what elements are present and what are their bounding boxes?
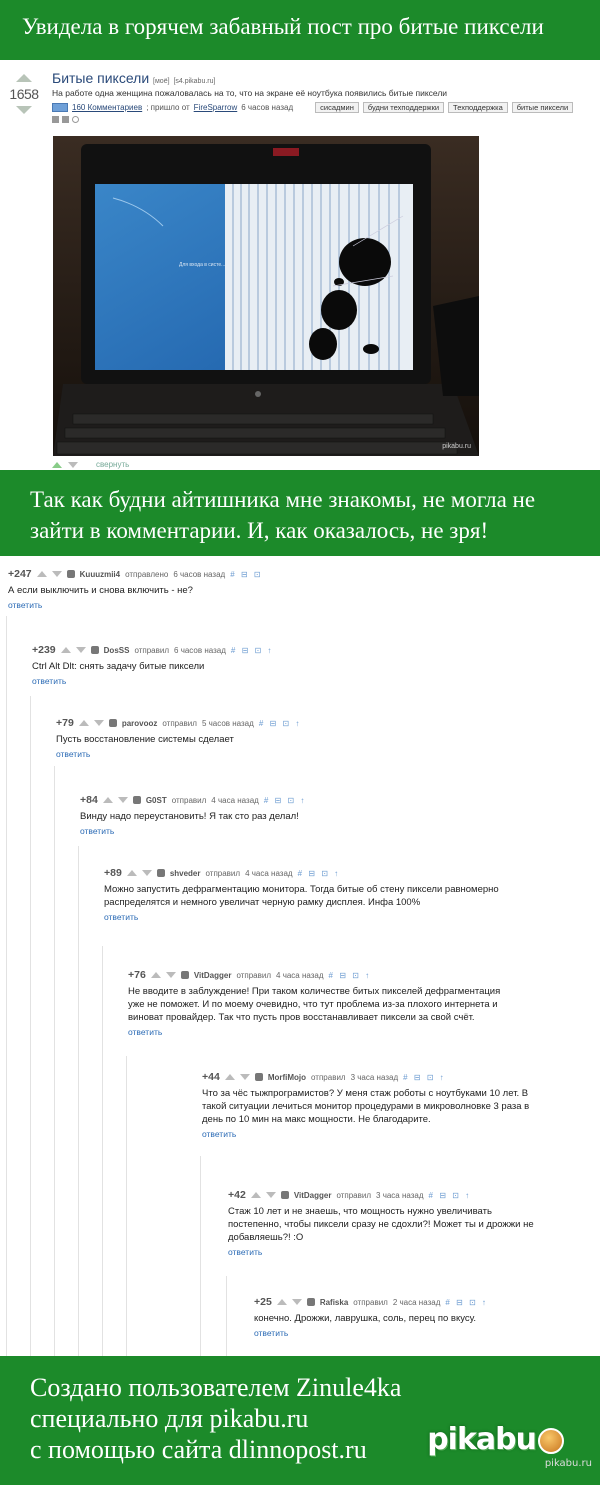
thread-line	[226, 1276, 227, 1356]
small-upvote-icon[interactable]	[52, 462, 62, 468]
comment-reply-link[interactable]: ответить	[8, 600, 43, 610]
comment-item	[202, 1071, 600, 1139]
comment-text: Что за чёс тыжпрограмистов? У меня стаж роботы с ноутбуками 10 лет. В такой ситуации лечиться монитор процедурами в микроволновке 3 раза в день по 10 мин на макс мощности. Не благодарите.	[202, 1088, 530, 1125]
user-avatar	[281, 1191, 289, 1199]
comment-user[interactable]: VitDagger	[293, 1190, 332, 1200]
comment-reply-link[interactable]: ответить	[228, 1247, 263, 1257]
post-vote	[6, 74, 42, 114]
comment-time: 4 часа назад	[211, 795, 259, 805]
bottom-banner	[0, 1356, 600, 1485]
tag-chip[interactable]: будни техподдержки	[363, 102, 444, 113]
comment-downvote-icon[interactable]	[76, 647, 86, 653]
laptop-photo-svg	[53, 136, 479, 456]
comment-downvote-icon[interactable]	[94, 720, 104, 726]
collapse-link[interactable]: свернуть	[96, 460, 130, 469]
collapse-row	[52, 460, 129, 469]
comment-reply-link[interactable]: ответить	[202, 1129, 237, 1139]
user-avatar	[157, 869, 165, 877]
comment-verb: отправил	[162, 718, 197, 728]
thread-line	[102, 946, 103, 1356]
comment-verb: отправил	[311, 1072, 346, 1082]
comment-downvote-icon[interactable]	[240, 1074, 250, 1080]
comment-time: 3 часа назад	[350, 1072, 399, 1082]
comment-header	[80, 794, 600, 806]
user-avatar	[109, 719, 117, 727]
thread-line	[6, 616, 7, 1356]
comment-user[interactable]: G0ST	[145, 795, 167, 805]
comment-reply-link[interactable]: ответить	[56, 749, 91, 759]
comment-user[interactable]: VitDagger	[193, 970, 232, 980]
author-link[interactable]: FireSparrow	[193, 103, 238, 112]
tag-chip[interactable]: сисадмин	[315, 102, 359, 113]
comment-user[interactable]: Rafiska	[319, 1297, 349, 1307]
comment-header	[8, 568, 600, 580]
comment-verb: отправлено	[125, 569, 169, 579]
comment-user[interactable]: DosSS	[103, 645, 130, 655]
comment-upvote-icon[interactable]	[37, 571, 47, 577]
comment-text: Можно запустить дефрагментацию монитора. Тогда битые об стену пиксели равномерно распределятся и немного увеличат черную рамку дисплея. Инфа 100%	[104, 884, 499, 908]
share-vk-icon[interactable]	[52, 116, 59, 123]
comment-header	[202, 1071, 600, 1083]
thread-line	[54, 766, 55, 1356]
comment-downvote-icon[interactable]	[52, 571, 62, 577]
middle-banner-text: Так как будни айтишника мне знакомы, не могла не зайти в комментарии. И, как оказалось, не зря!	[30, 487, 536, 543]
user-avatar	[67, 570, 75, 578]
comment-time: 5 часов назад	[201, 718, 254, 728]
thread-line	[200, 1156, 201, 1356]
comment-verb: отправил	[336, 1190, 372, 1200]
comment-reply-link[interactable]: ответить	[104, 912, 139, 922]
post-description: На работе одна женщина пожаловалась на то, что на экране её ноутбука появились битые пиксели	[52, 88, 448, 98]
comment-header	[56, 717, 600, 729]
comment-tools[interactable]: # ⊟ ⊡ ↑	[328, 970, 372, 980]
comment-score: +25	[254, 1296, 272, 1308]
comment-user[interactable]: MorfiMojo	[267, 1072, 307, 1082]
comment-user[interactable]: shveder	[169, 868, 201, 878]
comment-score: +239	[32, 644, 56, 656]
comment-time: 6 часов назад	[173, 569, 226, 579]
tag-source[interactable]: [s4.pikabu.ru]	[173, 78, 216, 85]
comment-upvote-icon[interactable]	[277, 1299, 287, 1305]
camera-icon	[52, 103, 68, 112]
small-downvote-icon[interactable]	[68, 462, 78, 468]
comment-item	[128, 969, 600, 1037]
comment-upvote-icon[interactable]	[79, 720, 89, 726]
comment-downvote-icon[interactable]	[292, 1299, 302, 1305]
comment-item	[228, 1189, 600, 1257]
comment-score: +44	[202, 1071, 220, 1083]
post-meta	[52, 102, 592, 113]
comment-text: конечно. Дрожжи, лаврушка, соль, перец по вкусу.	[254, 1313, 477, 1324]
comment-user[interactable]: parovooz	[121, 718, 158, 728]
user-avatar	[91, 646, 99, 654]
post-time: 6 часов назад	[241, 103, 294, 112]
comment-upvote-icon[interactable]	[251, 1192, 261, 1198]
comment-tools[interactable]: # ⊟ ⊡	[230, 569, 263, 579]
comment-tools[interactable]: # ⊟ ⊡ ↑	[297, 868, 341, 878]
tag-mine[interactable]: [моё]	[153, 78, 170, 85]
comment-downvote-icon[interactable]	[266, 1192, 276, 1198]
comment-score: +89	[104, 867, 122, 879]
pikabu-watermark: pikabu.ru	[544, 1458, 592, 1469]
comment-text: Не вводите в заблуждение! При таком количестве битых пикселей дефрагментация уже не поможет. И по моему очевидно, что тут проблема из-за плохого интернета и виноват провайдер. Так что пусть пров восстанавливает пиксели за свой счёт.	[128, 986, 501, 1023]
post-rating: 1658	[9, 86, 39, 102]
bottom-banner-line3: с помощью сайта dlinnopost.ru	[30, 1435, 367, 1464]
upvote-icon[interactable]	[16, 74, 32, 82]
comment-upvote-icon[interactable]	[151, 972, 161, 978]
tag-chip[interactable]: Техподдержка	[448, 102, 508, 113]
tag-chip[interactable]: битые пиксели	[512, 102, 573, 113]
comment-time: 2 часа назад	[392, 1297, 441, 1307]
comment-item	[8, 568, 600, 610]
comment-score: +247	[8, 568, 32, 580]
comment-verb: отправил	[171, 795, 207, 805]
pikabu-logo	[427, 1424, 564, 1455]
comment-verb: отправил	[205, 868, 241, 878]
comment-verb: отправил	[236, 970, 272, 980]
comment-time: 4 часа назад	[276, 970, 324, 980]
pikabu-logo-text: pikabu	[427, 1422, 536, 1457]
share-twitter-icon[interactable]	[72, 116, 79, 123]
post-title-row	[52, 70, 592, 86]
comment-text: Ctrl Alt Dlt: снять задачу битые пиксели	[32, 661, 205, 672]
comment-upvote-icon[interactable]	[127, 870, 137, 876]
comment-tools[interactable]: # ⊟ ⊡ ↑	[258, 718, 302, 728]
comment-tools[interactable]: # ⊟ ⊡ ↑	[403, 1072, 446, 1082]
comment-header	[128, 969, 600, 981]
comment-item	[56, 717, 600, 759]
comment-upvote-icon[interactable]	[61, 647, 71, 653]
comment-reply-link[interactable]: ответить	[254, 1328, 289, 1338]
bottom-banner-line1: Создано пользователем Zinule4ka	[30, 1373, 402, 1402]
downvote-icon[interactable]	[16, 106, 32, 114]
comment-reply-link[interactable]: ответить	[80, 826, 115, 836]
comment-header	[32, 644, 600, 656]
user-avatar	[255, 1073, 263, 1081]
top-banner	[0, 0, 600, 60]
post-title[interactable]: Битые пиксели	[52, 70, 150, 86]
comment-item	[254, 1296, 600, 1338]
comment-time: 6 часов назад	[174, 645, 226, 655]
comment-tools[interactable]: # ⊟ ⊡ ↑	[263, 795, 307, 805]
share-row	[52, 116, 592, 123]
comment-time: 4 часа назад	[245, 868, 293, 878]
comment-text: Винду надо переустановить! Я так сто раз делал!	[80, 811, 299, 822]
comment-score: +84	[80, 794, 98, 806]
middle-banner	[0, 470, 600, 556]
comment-verb: отправил	[134, 645, 170, 655]
comment-item	[104, 867, 600, 922]
comment-text: Стаж 10 лет и не знаешь, что мощность нужно увеличивать постепенно, чтобы пиксели сразу не сдохли?! Может ты и дрожжи не добавляешь?! :О	[228, 1206, 534, 1243]
comment-user[interactable]: Kuuuzmii4	[79, 569, 121, 579]
comment-downvote-icon[interactable]	[142, 870, 152, 876]
user-avatar	[181, 971, 189, 979]
comment-downvote-icon[interactable]	[118, 797, 128, 803]
user-avatar	[307, 1298, 315, 1306]
comment-tools[interactable]: # ⊟ ⊡ ↑	[445, 1297, 488, 1307]
comment-item	[80, 794, 600, 836]
comment-upvote-icon[interactable]	[103, 797, 113, 803]
comment-tools[interactable]: # ⊟ ⊡ ↑	[230, 645, 274, 655]
user-avatar	[133, 796, 141, 804]
thread-line	[126, 1056, 127, 1356]
comment-time: 3 часа назад	[376, 1190, 424, 1200]
comment-reply-link[interactable]: ответить	[32, 676, 67, 686]
comment-header	[104, 867, 600, 879]
laptop-photo	[53, 136, 479, 456]
comment-text: Пусть восстановление системы сделает	[56, 734, 234, 745]
comment-verb: отправил	[353, 1297, 388, 1307]
top-banner-text: Увидела в горячем забавный пост про битые пиксели	[22, 14, 544, 39]
comment-score: +42	[228, 1189, 246, 1201]
comment-score: +76	[128, 969, 146, 981]
comment-header	[228, 1189, 600, 1201]
bottom-banner-line2: специально для pikabu.ru	[30, 1404, 309, 1433]
comment-item	[32, 644, 600, 686]
comment-downvote-icon[interactable]	[166, 972, 176, 978]
comment-tools[interactable]: # ⊟ ⊡ ↑	[428, 1190, 472, 1200]
screen-login-text: Для входа в систе...	[179, 262, 226, 268]
thread-line	[78, 846, 79, 1356]
share-facebook-icon[interactable]	[62, 116, 69, 123]
comment-header	[254, 1296, 600, 1308]
post-card	[0, 60, 600, 470]
posted-by-prefix: ; пришло от	[146, 103, 190, 112]
comment-text: А если выключить и снова включить - не?	[8, 585, 193, 596]
post-header	[52, 70, 592, 123]
comments-link[interactable]: 160 Комментариев	[72, 103, 143, 112]
comment-upvote-icon[interactable]	[225, 1074, 235, 1080]
comment-score: +79	[56, 717, 74, 729]
photo-watermark: pikabu.ru	[442, 443, 471, 450]
thread-line	[30, 696, 31, 1356]
comment-reply-link[interactable]: ответить	[128, 1027, 163, 1037]
comments-section	[0, 556, 600, 1356]
